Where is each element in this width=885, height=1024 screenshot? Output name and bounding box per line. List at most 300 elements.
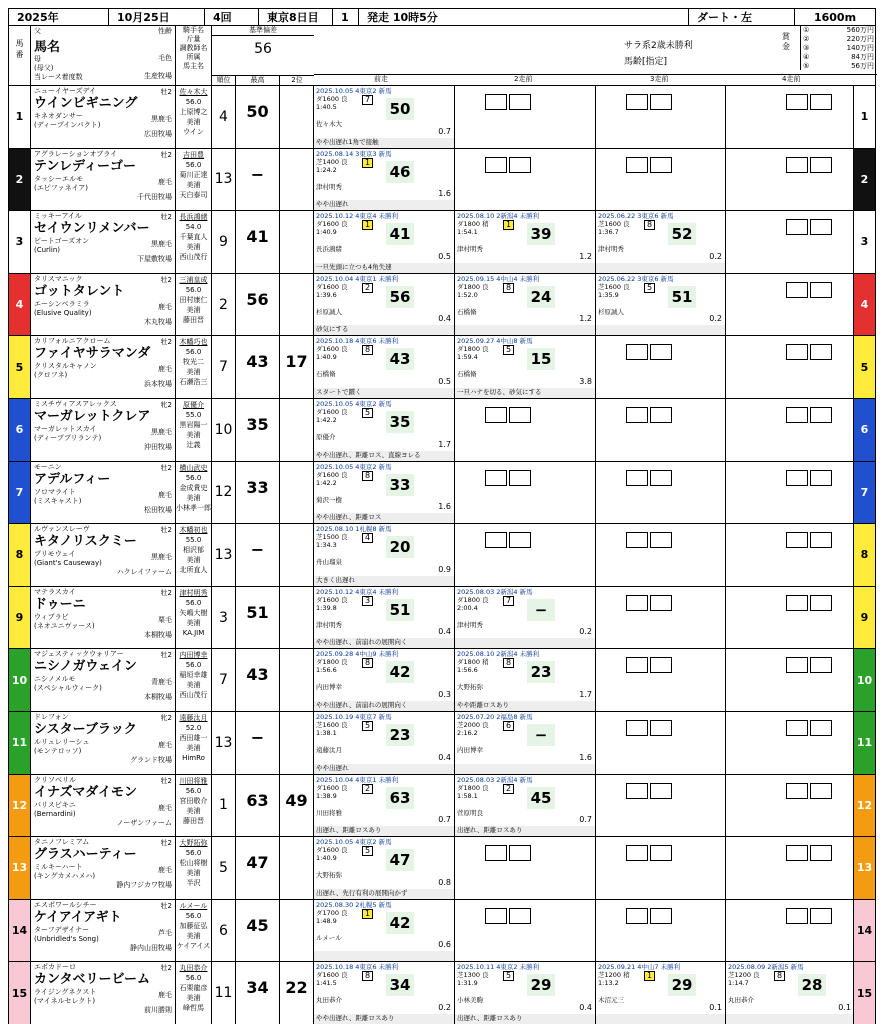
empty-slot bbox=[786, 344, 808, 360]
race-comment bbox=[596, 263, 725, 273]
past-race bbox=[726, 587, 855, 649]
empty-slot bbox=[650, 532, 672, 548]
prize-rank: ⑤ bbox=[803, 62, 810, 70]
umaban-left: 12 bbox=[9, 775, 31, 837]
best-value: 41 bbox=[246, 227, 269, 247]
horse-breeder: 木丸牧場 bbox=[144, 317, 172, 326]
race-condition: ダ1600 良 bbox=[316, 95, 348, 103]
owner-name: ウイン bbox=[183, 128, 204, 136]
horse-coat: 黒鹿毛 bbox=[151, 553, 172, 562]
jockey-weight: 55.0 bbox=[185, 410, 202, 419]
horse-coat: 黒鹿毛 bbox=[151, 240, 172, 249]
empty-slot bbox=[626, 595, 648, 611]
race-gate: 1 bbox=[503, 220, 514, 230]
prize-line bbox=[801, 62, 876, 71]
race-index: 35 bbox=[386, 411, 414, 433]
race-time: 1:42.2 bbox=[316, 478, 337, 487]
race-comment: 出遅れ、距離ロスあり bbox=[314, 826, 454, 836]
owner-name: 石瀬浩三 bbox=[179, 378, 208, 387]
race-jockey: 長浜鴻緒 bbox=[316, 245, 342, 254]
umaban-left: 7 bbox=[9, 462, 31, 524]
horse-name: イナズマダイモン bbox=[34, 784, 137, 800]
horse-info bbox=[31, 775, 176, 837]
umaban-right: 12 bbox=[853, 775, 875, 837]
horse-name: ニシノガウェイン bbox=[34, 659, 137, 675]
race-jockey: 杉原誠人 bbox=[316, 307, 342, 316]
header-year: 2025年 bbox=[9, 9, 109, 25]
best-value: 35 bbox=[246, 414, 269, 434]
empty-slot bbox=[650, 94, 672, 110]
race-gate: 5 bbox=[503, 345, 514, 355]
owner-name: ケイアイス bbox=[176, 941, 211, 950]
umaban-left: 10 bbox=[9, 649, 31, 711]
past-race bbox=[314, 712, 455, 774]
race-jockey: 小林美駒 bbox=[457, 996, 483, 1005]
race-index: 41 bbox=[386, 223, 414, 245]
jockey-name: 佐々木大 bbox=[179, 88, 208, 96]
race-margin: 0.7 bbox=[438, 815, 451, 825]
horse-sex-age: 牡2 bbox=[160, 88, 172, 96]
prize-rank: ① bbox=[803, 26, 810, 34]
col-sex-age: 性齢 bbox=[158, 27, 172, 35]
past-race bbox=[455, 211, 596, 273]
past-race bbox=[596, 86, 726, 148]
trainer-name: 金成貴史 bbox=[179, 483, 208, 492]
empty-slot bbox=[485, 470, 507, 486]
trainer-name: 西田雄一 bbox=[179, 733, 208, 742]
past-race bbox=[726, 900, 855, 962]
race-comment: やや出遅れ bbox=[314, 200, 454, 210]
race-header: 2025.08.10 2新潟4 未勝利 bbox=[457, 650, 540, 659]
horse-sire: マテラスカイ bbox=[34, 587, 76, 596]
horse-bms: (Giant's Causeway) bbox=[34, 559, 102, 568]
jockey-weight: 55.0 bbox=[185, 536, 202, 545]
jockey-name: 津村明秀 bbox=[179, 588, 208, 597]
race-comment: 一旦先頭に立つも4角失速 bbox=[314, 263, 454, 273]
best-value: 45 bbox=[246, 915, 269, 935]
trainer-belong: 美浦 bbox=[186, 180, 201, 189]
horse-sex-age: 牡2 bbox=[160, 776, 172, 785]
jockey-name: 吉田豊 bbox=[183, 150, 204, 159]
horse-breeder: グランド牧場 bbox=[130, 755, 172, 764]
rank-value: 6 bbox=[212, 900, 236, 962]
race-gate: 8 bbox=[644, 220, 655, 230]
race-comment: やや出遅れ1角で接触 bbox=[314, 138, 454, 148]
best-value: 47 bbox=[246, 853, 269, 873]
horse-info bbox=[31, 336, 176, 398]
race-margin: 0.1 bbox=[709, 1002, 722, 1012]
race-condition: ダ1800 良 bbox=[457, 282, 489, 291]
race-comment: 一旦ハナを切る、砂気にする bbox=[455, 388, 595, 398]
second-index bbox=[280, 524, 314, 586]
prize-rank: ④ bbox=[803, 53, 810, 61]
race-comment bbox=[596, 325, 725, 335]
race-jockey: 川田将雅 bbox=[316, 808, 342, 817]
entry-row bbox=[8, 712, 876, 775]
jockey-info bbox=[176, 587, 212, 649]
best-index bbox=[236, 587, 280, 649]
race-margin: 0.2 bbox=[709, 314, 722, 324]
race-gate: 8 bbox=[503, 658, 514, 668]
horse-sex-age: 牡2 bbox=[160, 964, 172, 973]
past-race bbox=[314, 900, 455, 962]
empty-slot bbox=[786, 282, 808, 298]
umaban-right: 14 bbox=[853, 900, 875, 962]
prize-line bbox=[801, 44, 876, 53]
jockey-name: 横山武史 bbox=[179, 463, 208, 472]
race-jockey: 石橋脩 bbox=[457, 370, 477, 379]
past-race bbox=[455, 149, 596, 211]
race-header: 2025.10.11 4東京2 未勝利 bbox=[457, 963, 540, 972]
empty-slot bbox=[650, 845, 672, 861]
empty-slot bbox=[626, 344, 648, 360]
race-comment: 出遅れ、距離ロスあり bbox=[455, 826, 595, 836]
trainer-belong: 美浦 bbox=[186, 243, 201, 252]
best-index bbox=[236, 462, 280, 524]
past-race bbox=[726, 524, 855, 586]
jockey-name: 遠藤汰月 bbox=[179, 713, 208, 722]
prize-amount: 140万円 bbox=[846, 44, 874, 52]
race-gate: 4 bbox=[362, 533, 373, 543]
horse-info bbox=[31, 399, 176, 461]
umaban-right: 10 bbox=[853, 649, 875, 711]
owner-name: 峰哲馬 bbox=[183, 1004, 204, 1013]
empty-slot bbox=[810, 282, 832, 298]
horse-coat: 鹿毛 bbox=[158, 490, 172, 499]
race-jockey: 佐々木大 bbox=[316, 120, 342, 128]
past-race bbox=[596, 399, 726, 461]
trainer-name: 宮田敬介 bbox=[179, 796, 208, 805]
empty-slot bbox=[509, 532, 531, 548]
past-race bbox=[455, 649, 596, 711]
prize-rank: ② bbox=[803, 35, 810, 43]
entry-row bbox=[8, 149, 876, 212]
col-breeder: 生産牧場 bbox=[144, 72, 172, 80]
horse-coat: 栗毛 bbox=[158, 615, 172, 624]
horse-name: ウインビギニング bbox=[34, 96, 138, 111]
race-header: 2025.08.03 2新潟4 新馬 bbox=[457, 587, 533, 596]
empty-slot bbox=[650, 908, 672, 924]
past-race bbox=[314, 587, 455, 649]
entry-row bbox=[8, 462, 876, 525]
horse-breeder: ハクレイファーム bbox=[116, 568, 172, 577]
past-race bbox=[726, 274, 855, 336]
rank-value: 13 bbox=[212, 712, 236, 774]
jockey-name: 丸田恭介 bbox=[179, 964, 208, 973]
jockey-weight: 56.0 bbox=[185, 98, 202, 106]
jockey-info bbox=[176, 336, 212, 398]
race-index: 28 bbox=[798, 974, 826, 996]
past-race bbox=[596, 149, 726, 211]
past-race bbox=[455, 86, 596, 148]
entry-row bbox=[8, 211, 876, 274]
best-value: 63 bbox=[246, 790, 269, 810]
race-cond: 馬齢[指定] bbox=[624, 57, 668, 67]
past-race bbox=[596, 712, 726, 774]
race-index: 23 bbox=[386, 724, 414, 746]
race-condition: ダ1800 良 bbox=[457, 595, 489, 604]
race-condition: ダ1800 稍 bbox=[457, 220, 489, 229]
race-comment: やや距離ロスあり bbox=[455, 701, 595, 711]
past-race bbox=[455, 399, 596, 461]
second-index bbox=[280, 712, 314, 774]
empty-slot bbox=[509, 407, 531, 423]
best-value: 34 bbox=[246, 978, 269, 998]
race-jockey: 石橋脩 bbox=[316, 370, 336, 379]
race-jockey: 大野拓弥 bbox=[457, 683, 483, 692]
jockey-info bbox=[176, 712, 212, 774]
race-gate: 5 bbox=[503, 971, 514, 981]
past-race bbox=[596, 587, 726, 649]
trainer-belong: 美浦 bbox=[186, 681, 201, 690]
jockey-name: 大野拓弥 bbox=[179, 839, 208, 848]
race-time: 1:41.5 bbox=[316, 979, 337, 988]
past-race bbox=[726, 336, 855, 398]
umaban-left: 3 bbox=[9, 211, 31, 273]
second-index bbox=[280, 775, 314, 837]
horse-breeder: 沖田牧場 bbox=[144, 442, 172, 451]
umaban-right: 11 bbox=[853, 712, 875, 774]
empty-slot bbox=[650, 595, 672, 611]
race-jockey: 丸田恭介 bbox=[728, 996, 754, 1005]
horse-dam: タッシーエルモ bbox=[34, 174, 83, 183]
race-index: 42 bbox=[386, 912, 414, 934]
race-gate: 8 bbox=[362, 345, 373, 355]
race-header: 2025.09.28 4中山9 未勝利 bbox=[316, 650, 399, 659]
race-jockey: 菊沢一樹 bbox=[316, 495, 342, 504]
past-race bbox=[455, 587, 596, 649]
race-header: 2025.10.12 4東京4 未勝利 bbox=[316, 212, 399, 221]
race-comment: 出遅れ、距離ロスあり bbox=[455, 1014, 595, 1024]
rank-value: 7 bbox=[212, 649, 236, 711]
jockey-info bbox=[176, 649, 212, 711]
horse-sire: タリスマニック bbox=[34, 274, 83, 283]
umaban-right: 1 bbox=[853, 86, 875, 148]
empty-slot bbox=[509, 908, 531, 924]
race-condition: ダ1800 良 bbox=[457, 345, 489, 354]
race-jockey: 石橋脩 bbox=[457, 307, 477, 316]
empty-slot bbox=[485, 908, 507, 924]
jockey-info bbox=[176, 524, 212, 586]
empty-slot bbox=[626, 470, 648, 486]
race-jockey: 内田博幸 bbox=[316, 683, 342, 692]
past-race bbox=[314, 524, 455, 586]
jockey-info bbox=[176, 399, 212, 461]
col-prev2: 2走前 bbox=[514, 75, 533, 83]
jockey-weight: 56.0 bbox=[185, 473, 202, 482]
jockey-weight: 56.0 bbox=[185, 160, 202, 169]
horse-sire: ドレフォン bbox=[34, 712, 69, 721]
best-value: 56 bbox=[246, 289, 269, 309]
horse-sire: モーニン bbox=[34, 462, 62, 471]
past-race bbox=[314, 837, 455, 899]
race-header: 2025.10.04 4東京1 未勝利 bbox=[316, 775, 399, 784]
race-gate: 5 bbox=[644, 283, 655, 293]
horse-bms: (キングカメハメハ) bbox=[34, 872, 96, 881]
race-condition: ダ1600 良 bbox=[316, 971, 348, 980]
horse-dam: ライジングネクスト bbox=[34, 988, 97, 997]
best-index bbox=[236, 149, 280, 211]
trainer-name: 田村康仁 bbox=[179, 295, 208, 304]
second-value: 49 bbox=[285, 790, 308, 810]
rank-value: 13 bbox=[212, 524, 236, 586]
race-header: 2025.10.04 4東京1 未勝利 bbox=[316, 274, 399, 283]
horse-breeder: 浜本牧場 bbox=[144, 380, 172, 389]
best-index bbox=[236, 837, 280, 899]
race-comment: やや出遅れ、距離ロスあり bbox=[314, 1014, 454, 1024]
horse-bms: (ディープブリランテ) bbox=[34, 433, 102, 442]
horse-name: キタノリスクミー bbox=[34, 534, 137, 550]
rank-value: 1 bbox=[212, 775, 236, 837]
second-value: 22 bbox=[285, 978, 308, 998]
race-gate: 6 bbox=[503, 721, 514, 731]
race-time: 1:52.0 bbox=[457, 290, 478, 299]
col-umaban: 馬 番 bbox=[9, 26, 31, 85]
trainer-name: 相沢郁 bbox=[183, 546, 204, 555]
owner-name: 辻義 bbox=[186, 440, 201, 449]
horse-coat: 芦毛 bbox=[158, 928, 172, 937]
past-race bbox=[314, 775, 455, 837]
race-margin: 0.3 bbox=[438, 689, 451, 699]
horse-coat: 黒鹿毛 bbox=[151, 427, 172, 436]
horse-info bbox=[31, 962, 176, 1024]
past-race bbox=[455, 524, 596, 586]
past-race bbox=[726, 86, 855, 148]
best-index bbox=[236, 649, 280, 711]
race-margin: 0.2 bbox=[709, 251, 722, 261]
second-index bbox=[280, 462, 314, 524]
race-header: 2025.09.15 4中山4 未勝利 bbox=[457, 274, 540, 283]
horse-sire: カリフォルニアクローム bbox=[34, 337, 111, 346]
horse-name: アデルフィー bbox=[34, 471, 111, 487]
race-comment bbox=[455, 325, 595, 335]
race-time: 1:40.5 bbox=[316, 103, 337, 111]
horse-sire: ニューイヤーズデイ bbox=[34, 87, 97, 95]
horse-dam: ミルキーハート bbox=[34, 863, 83, 872]
horse-sire: ミッキーアイル bbox=[34, 212, 82, 221]
prize-amount: 220万円 bbox=[846, 35, 874, 43]
past-race bbox=[314, 86, 455, 148]
race-header: 2025.08.10 2新潟4 未勝利 bbox=[457, 212, 540, 221]
jockey-name: 三浦皇成 bbox=[179, 275, 208, 284]
race-margin: 1.7 bbox=[579, 689, 592, 699]
horse-dam: マーガレットスカイ bbox=[34, 424, 97, 433]
empty-slot bbox=[786, 532, 808, 548]
horse-name: カンタベリービーム bbox=[34, 972, 150, 988]
horse-coat: 鹿毛 bbox=[158, 803, 172, 812]
horse-breeder: 松田牧場 bbox=[144, 505, 172, 514]
horse-sire: タニノフレミアム bbox=[34, 838, 90, 847]
second-index bbox=[280, 837, 314, 899]
best-index bbox=[236, 775, 280, 837]
race-condition: ダ1800 良 bbox=[457, 783, 489, 792]
race-index: 52 bbox=[668, 223, 696, 245]
race-header: 2025.08.09 2新潟5 新馬 bbox=[728, 963, 804, 972]
rank-value: 4 bbox=[212, 86, 236, 148]
race-margin: 0.4 bbox=[438, 314, 451, 324]
past-race bbox=[314, 336, 455, 398]
umaban-right: 3 bbox=[853, 211, 875, 273]
second-index bbox=[280, 211, 314, 273]
header-date: 10月25日 bbox=[109, 9, 205, 25]
second-index bbox=[280, 900, 314, 962]
race-header: 2025.08.10 1札幌8 新馬 bbox=[316, 525, 392, 534]
empty-slot bbox=[810, 720, 832, 736]
prize-line bbox=[801, 53, 876, 62]
owner-name: 北所直人 bbox=[179, 566, 208, 575]
race-gate: 8 bbox=[362, 471, 373, 481]
entry-row bbox=[8, 649, 876, 712]
umaban-left: 9 bbox=[9, 587, 31, 649]
umaban-right: 4 bbox=[853, 274, 875, 336]
horse-breeder: 静内山田牧場 bbox=[130, 943, 172, 952]
horse-sex-age: 牡2 bbox=[160, 338, 172, 347]
empty-slot bbox=[786, 908, 808, 924]
empty-slot bbox=[650, 344, 672, 360]
horse-dam: クリスタルキャノン bbox=[34, 362, 97, 371]
trainer-belong: 美浦 bbox=[186, 493, 201, 502]
horse-coat: 鹿毛 bbox=[158, 991, 172, 1000]
horse-sire: クリソベリル bbox=[34, 775, 76, 784]
race-margin: 0.4 bbox=[579, 1002, 592, 1012]
umaban-left: 4 bbox=[9, 274, 31, 336]
race-condition: ダ1600 良 bbox=[316, 846, 348, 855]
horse-name: ファイヤサラマンダ bbox=[34, 346, 151, 362]
horse-dam: ウィブラビ bbox=[34, 612, 69, 621]
race-margin: 0.2 bbox=[438, 1002, 451, 1012]
umaban-left: 8 bbox=[9, 524, 31, 586]
horse-coat: 青鹿毛 bbox=[151, 678, 172, 687]
empty-slot bbox=[485, 845, 507, 861]
empty-slot bbox=[786, 407, 808, 423]
empty-slot bbox=[810, 157, 832, 173]
race-margin: 0.4 bbox=[438, 752, 451, 762]
umaban-left: 6 bbox=[9, 399, 31, 461]
race-margin: 1.6 bbox=[438, 502, 451, 512]
horse-bms: (Elusive Quality) bbox=[34, 308, 92, 317]
race-time: 1:40.9 bbox=[316, 353, 337, 362]
entry-row bbox=[8, 524, 876, 587]
race-margin: 1.7 bbox=[438, 439, 451, 449]
race-index: 15 bbox=[527, 348, 555, 370]
race-margin: 1.6 bbox=[438, 189, 451, 199]
col-coat: 毛色 bbox=[158, 54, 172, 62]
best-index bbox=[236, 86, 280, 148]
race-index: 34 bbox=[386, 974, 414, 996]
horse-bms: (Curlin) bbox=[34, 246, 60, 255]
empty-slot bbox=[485, 407, 507, 423]
race-index: − bbox=[527, 724, 555, 746]
jockey-name: ルメール bbox=[179, 901, 208, 910]
horse-name: セイウンリメンバー bbox=[34, 221, 150, 237]
empty-slot bbox=[810, 94, 832, 110]
race-index: 43 bbox=[386, 348, 414, 370]
empty-slot bbox=[786, 595, 808, 611]
race-time: 1:13.2 bbox=[598, 979, 619, 988]
empty-slot bbox=[810, 344, 832, 360]
umaban-right: 5 bbox=[853, 336, 875, 398]
owner-name: HimRo bbox=[182, 753, 205, 762]
race-header: 2025.10.05 4東京2 新馬 bbox=[316, 462, 392, 471]
race-jockey: ルメール bbox=[316, 933, 342, 942]
horse-info bbox=[31, 462, 176, 524]
trainer-belong: 美浦 bbox=[186, 118, 201, 126]
race-margin: 0.7 bbox=[438, 126, 451, 136]
owner-name: 天白泰司 bbox=[179, 190, 208, 199]
horse-sex-age: 牡2 bbox=[160, 901, 172, 910]
past-race bbox=[314, 211, 455, 273]
header-distance: 1600m bbox=[813, 10, 857, 24]
